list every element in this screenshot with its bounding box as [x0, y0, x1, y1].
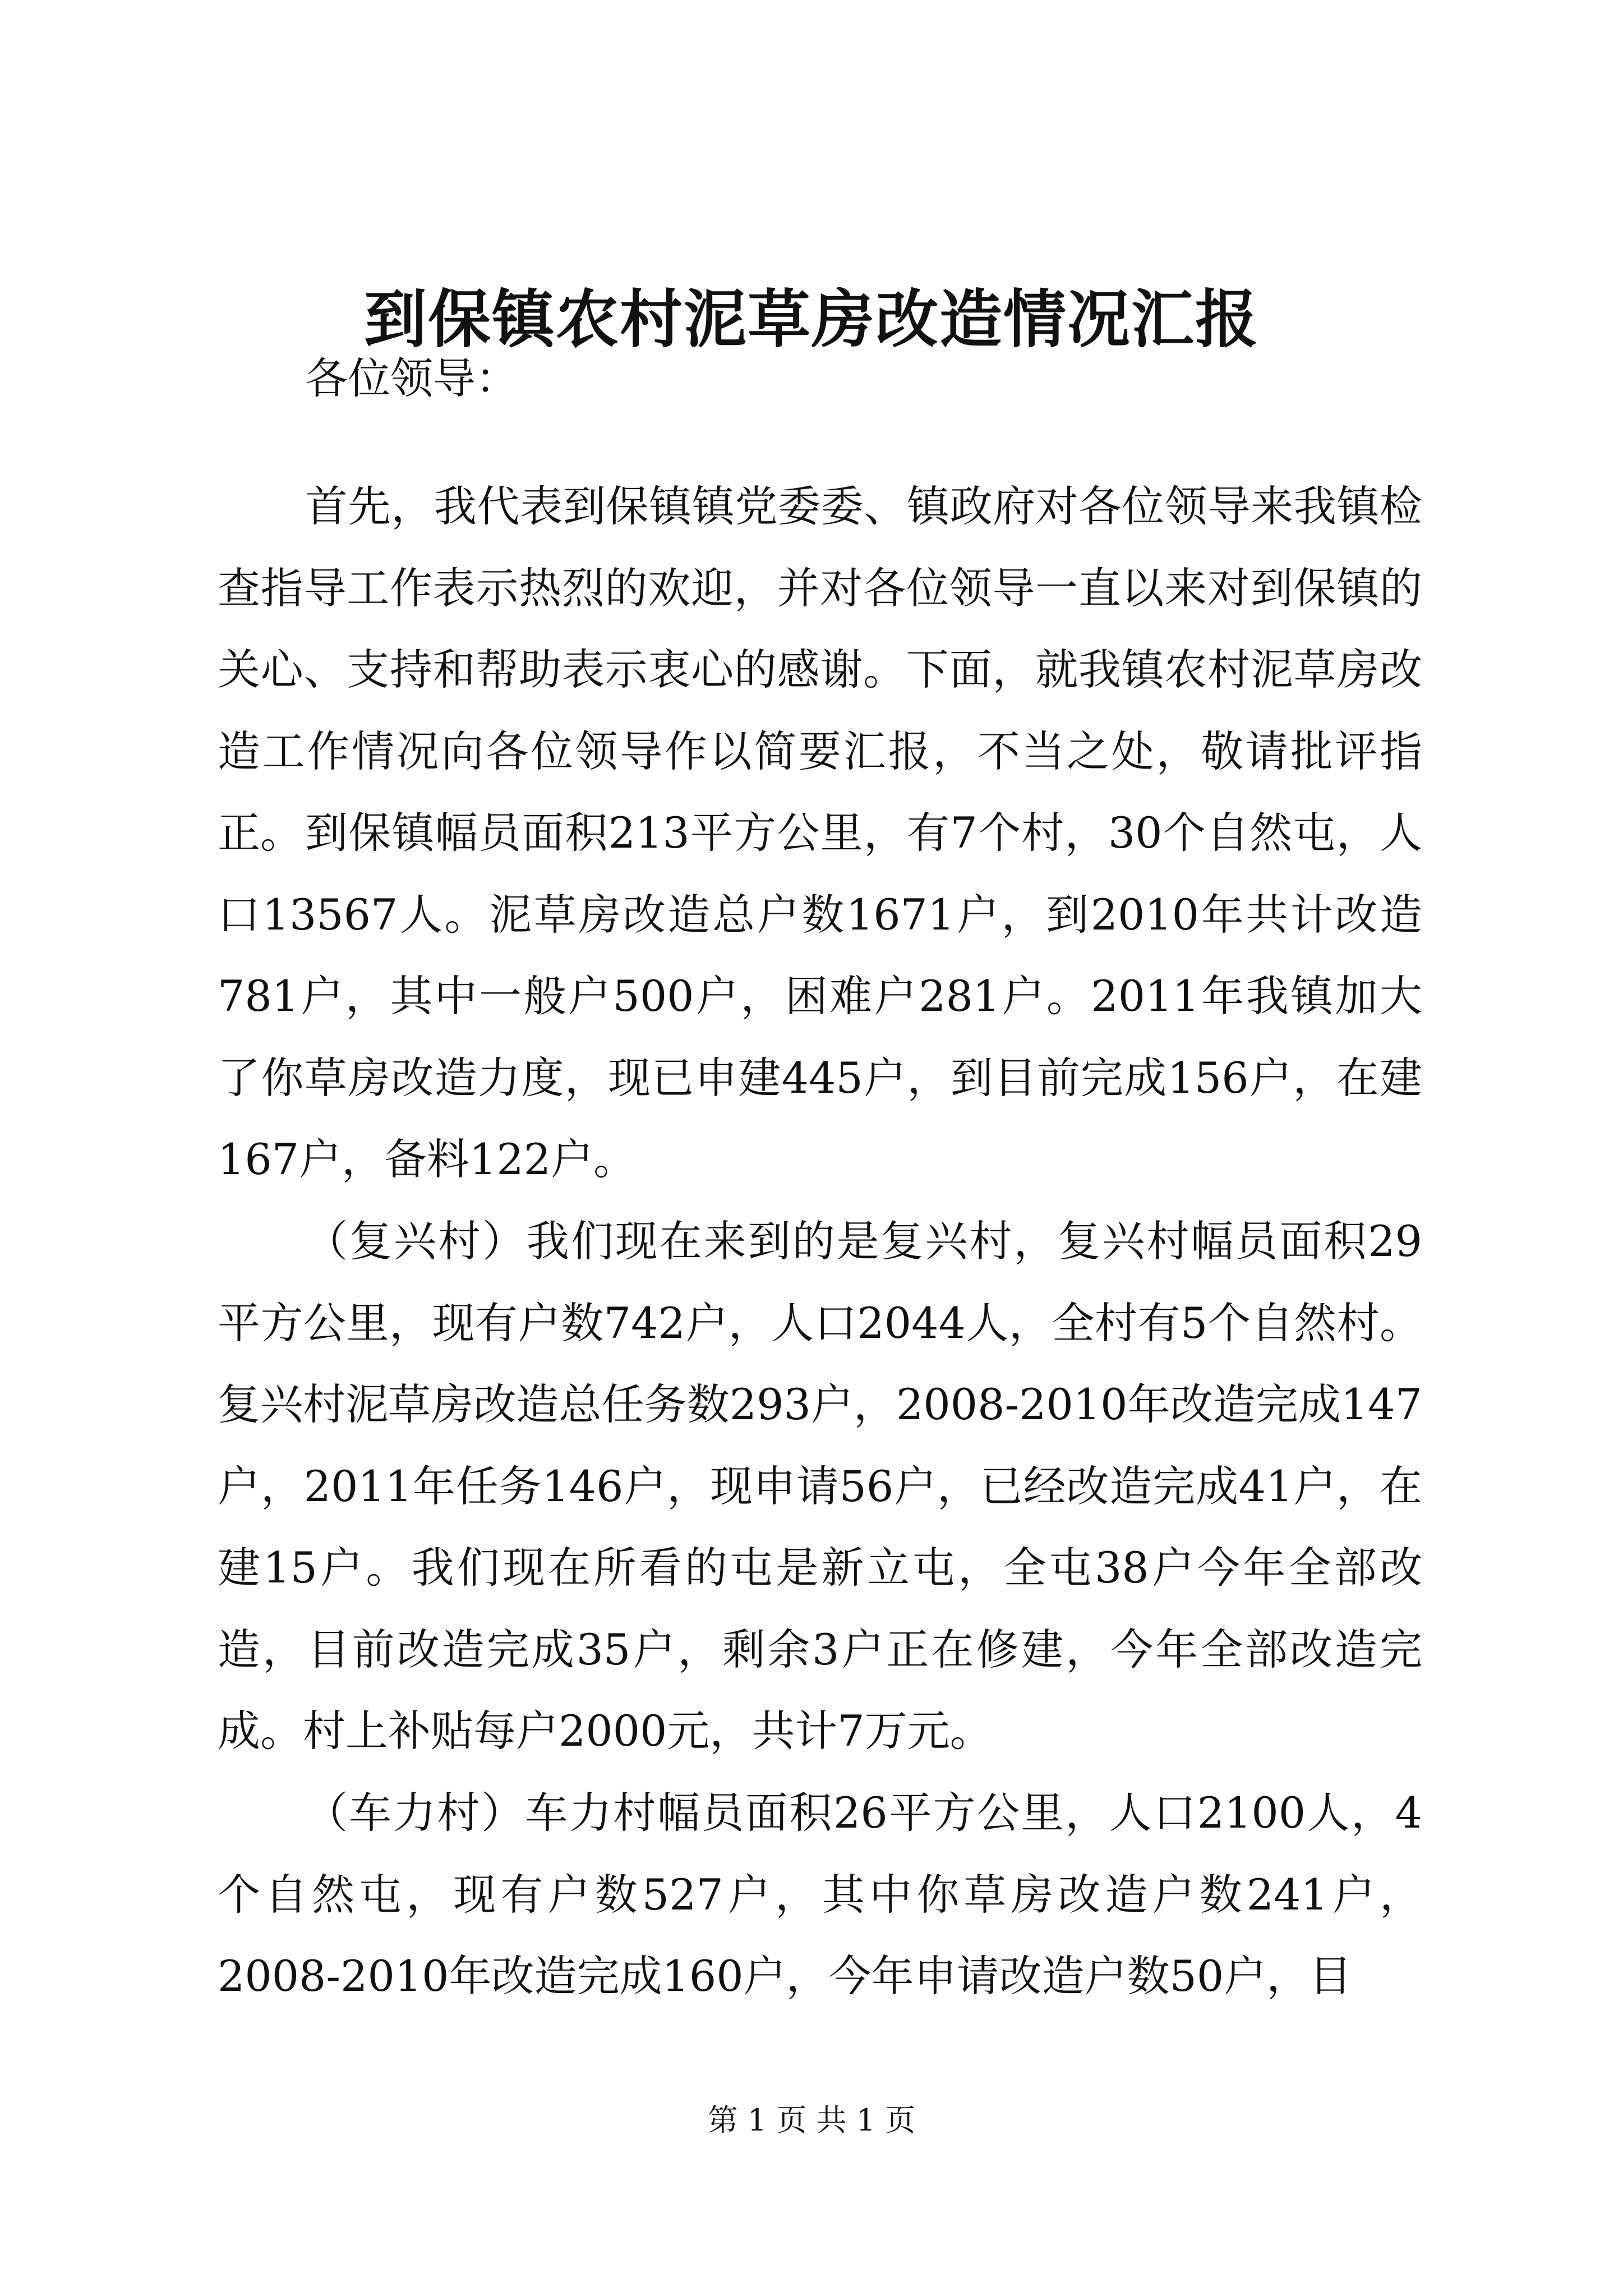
paragraph-town-overview: 到保镇幅员面积213平方公里，有7个村，30个自然屯，人口13567人。泥草房改造总户数1671户，到2010年共计改造781户，其中一般户500户，困难户281户。2011年我镇加大了你草房改造力度，现已申建445户，到目前完成156户，在建167户，备料122户。	[218, 808, 1422, 1184]
page-footer: 第 1 页 共 1 页	[707, 2102, 916, 2138]
paragraph-welcome: 首先，我代表到保镇镇党委委、镇政府对各位领导来我镇检查指导工作表示热烈的欢迎，并对各位领导一直以来对到保镇的关心、支持和帮助表示衷心的感谢。下面，就我镇农村泥草房改造工作情况向各位领导作以简要汇报，不当之处，敬请批评指正。	[218, 481, 1422, 858]
document-title: 到保镇农村泥草房改造情况汇报	[364, 283, 1259, 356]
paragraph-cheli-village: （车力村）车力村幅员面积26平方公里，人口2100人，4个自然屯，现有户数527户，其中你草房改造户数241户，2008-2010年改造完成160户，今年申请改造户数50户，目	[218, 1788, 1422, 2001]
salutation: 各位领导：	[305, 353, 518, 403]
paragraph-fuxing-village: （复兴村）我们现在来到的是复兴村，复兴村幅员面积29平方公里，现有户数742户，人口2044人，全村有5个自然村。复兴村泥草房改造总任务数293户，2008-2010年改造完成147户，2011年任务146户，现申请56户，已经改造完成41户，在建15户。我们现在所看的屯是新立屯，全屯38户今年全部改造，目前改造完成35户，剩余3户正在修建，今年全部改造完成。村上补贴每户2000元，共计7万元。	[218, 1216, 1422, 1756]
